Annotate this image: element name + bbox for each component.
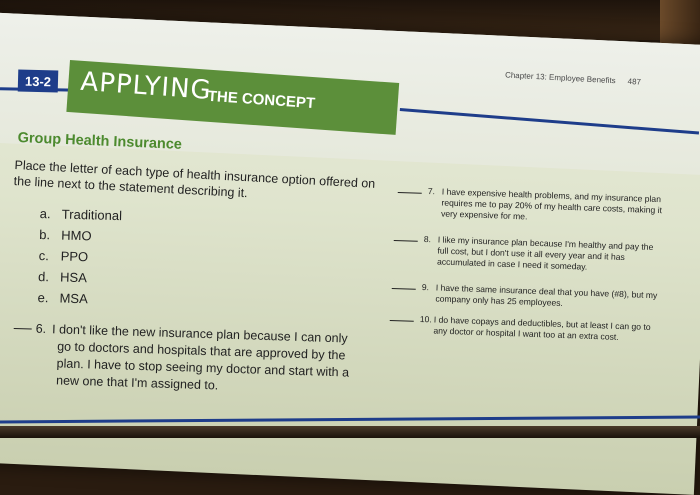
- answer-blank-9[interactable]: [392, 288, 416, 290]
- option-label: Traditional: [61, 206, 123, 224]
- question-number: 7.: [427, 186, 436, 197]
- running-head: [505, 70, 641, 86]
- section-badge: 13-2: [18, 69, 59, 92]
- option-item: [39, 227, 122, 250]
- answer-blank-6[interactable]: [14, 328, 32, 330]
- option-label: MSA: [59, 290, 88, 307]
- option-letter: d.: [37, 268, 50, 285]
- question-8: [423, 234, 664, 275]
- question-10: [419, 314, 660, 344]
- option-item: [39, 206, 122, 229]
- question-number: 6.: [35, 321, 47, 337]
- banner-title: APPLYING: [79, 66, 213, 106]
- answer-blank-8[interactable]: [394, 240, 418, 242]
- option-letter: c.: [38, 247, 50, 264]
- question-number: 10.: [419, 314, 432, 325]
- question-9: [421, 282, 662, 312]
- banner-subtitle: THE CONCEPT: [207, 87, 316, 113]
- instructions: Place the letter of each type of health insurance option offered on the line next to the statement describing it.: [13, 157, 376, 201]
- question-number: 9.: [421, 282, 430, 293]
- option-item: [37, 290, 120, 313]
- option-item: [38, 248, 121, 271]
- question-text: I have expensive health problems, and my insurance plan requires me to pay 20% of my health care costs, making it very expensive for me.: [440, 186, 663, 222]
- question-text-line1: I don't like the new insurance plan because I can only: [51, 322, 348, 346]
- header-rule-right: [400, 108, 699, 135]
- question-text-continued: go to doctors and hospitals that are approved by the plan. I have to stop seeing my doctor and start with a new one that I'm assigned to.: [55, 339, 350, 393]
- desk-background-bottom: [0, 426, 700, 438]
- option-letter: e.: [37, 289, 49, 306]
- option-letter: b.: [39, 226, 51, 243]
- question-text: I have the same insurance deal that you have (#8), but my company only has 25 employees.: [435, 282, 658, 308]
- running-head-text: Chapter 13: Employee Benefits: [504, 70, 616, 86]
- page-number: 487: [627, 76, 642, 87]
- question-7: [427, 186, 668, 227]
- answer-blank-10[interactable]: [390, 320, 414, 322]
- question-text: I do have copays and deductibles, but at least I can go to any doctor or hospital I want too at an extra cost.: [433, 314, 651, 342]
- option-label: HMO: [61, 227, 92, 244]
- answer-blank-7[interactable]: [398, 192, 422, 194]
- option-item: [38, 269, 121, 292]
- footer-rule: [0, 416, 700, 424]
- question-text: I like my insurance plan because I'm healthy and pay the full cost, but I don't use it all every year and it has accumulated in case I need it someday.: [436, 234, 654, 272]
- section-title: Group Health Insurance: [17, 130, 183, 153]
- option-label: HSA: [59, 269, 88, 286]
- options-list: [37, 206, 122, 313]
- question-6: [12, 320, 374, 399]
- applying-concept-banner: [66, 60, 399, 135]
- option-label: PPO: [60, 248, 89, 265]
- question-number: 8.: [423, 234, 432, 245]
- option-letter: a.: [39, 206, 51, 222]
